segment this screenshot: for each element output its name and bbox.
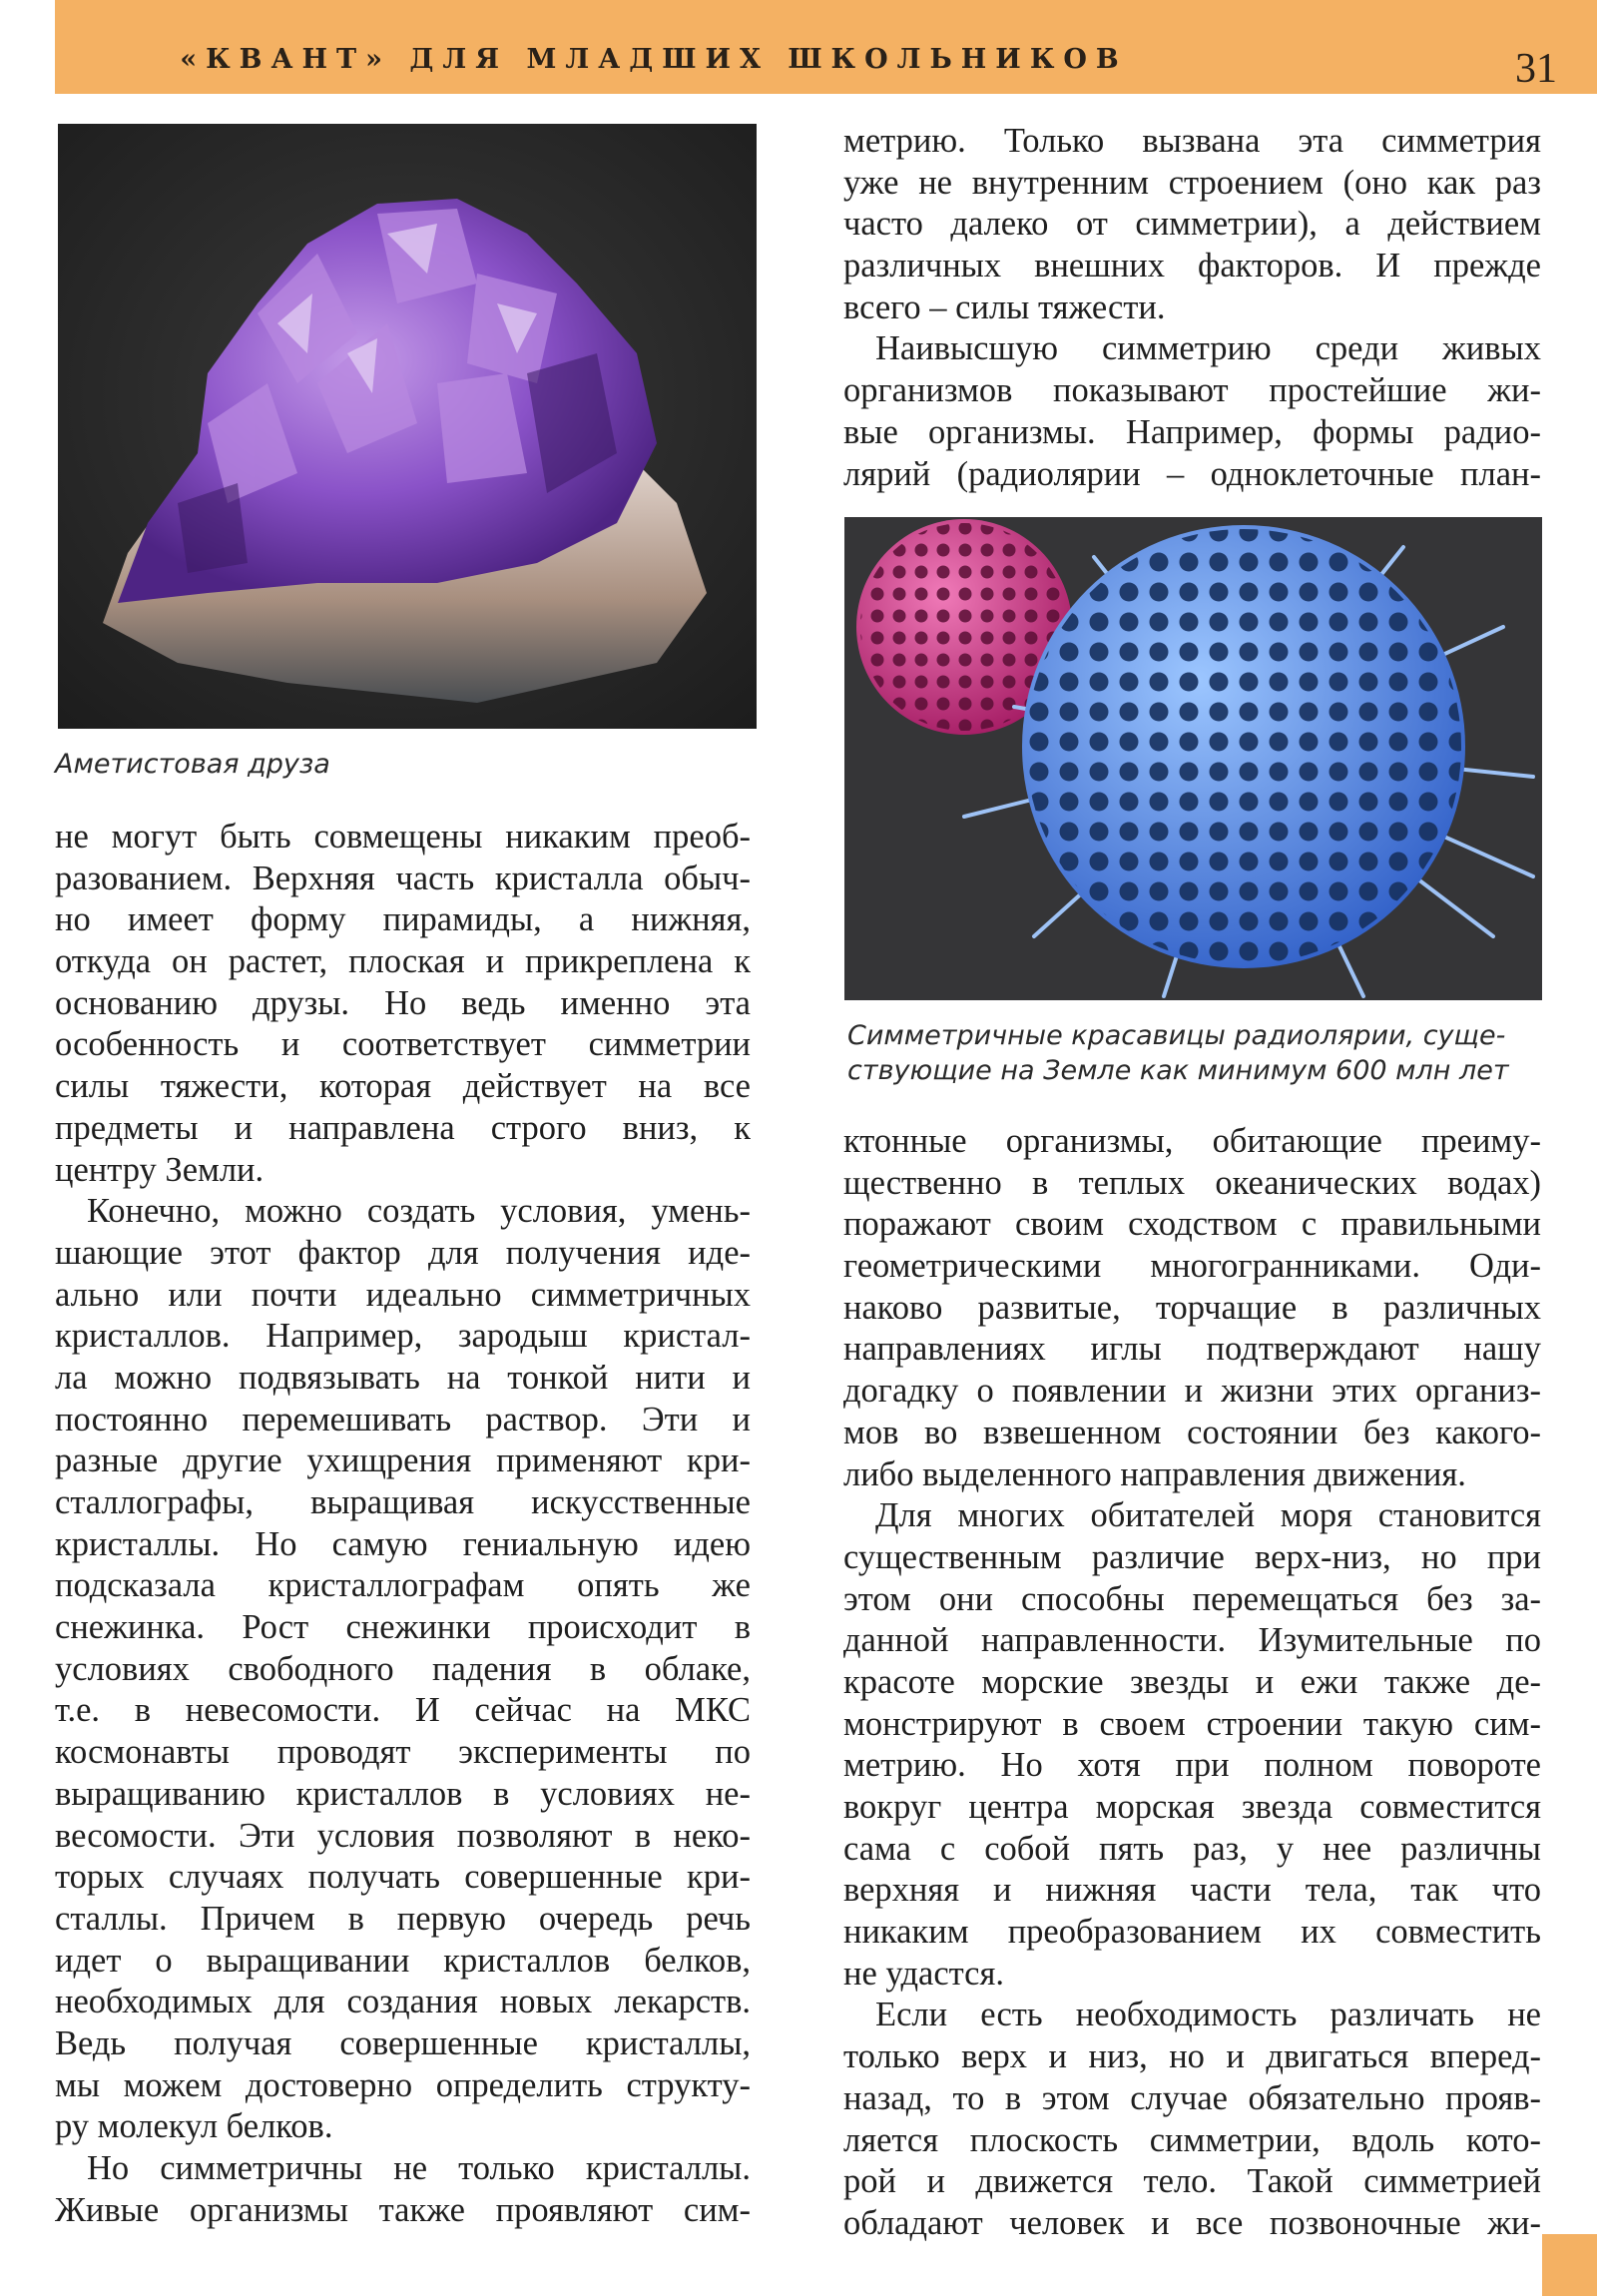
text-line: этом они способны перемещаться без за- — [843, 1579, 1541, 1618]
text-line: уже не внутренним строением (оно как раз — [843, 163, 1541, 202]
text-line: обладают человек и все позвоночные жи- — [843, 2203, 1541, 2242]
text-line: метрию. Только вызвана эта симметрия — [843, 122, 1541, 160]
text-line: только верх и низ, но и двигаться вперед- — [843, 2037, 1541, 2076]
text-line: направлениях иглы подтверждают нашу — [843, 1330, 1541, 1369]
text-line: разованием. Верхняя часть кристалла обыч- — [55, 859, 751, 897]
text-line: верхняя и нижняя части тела, так что — [843, 1871, 1541, 1910]
text-line: но имеет форму пирамиды, а нижняя, — [55, 900, 751, 939]
text-line: данной направленности. Изумительные по — [843, 1621, 1541, 1660]
text-line: мы можем достоверно определить структу- — [55, 2065, 751, 2104]
text-line: назад, то в этом случае обязательно прояв- — [843, 2078, 1541, 2117]
text-line: поражают своим сходством с правильными — [843, 1205, 1541, 1244]
text-line: различных внешних факторов. И прежде — [843, 247, 1541, 286]
text-line: Если есть необходимость различать не — [875, 1996, 1541, 2034]
text-line: догадку о появлении и жизни этих организ- — [843, 1372, 1541, 1411]
text-line: разные другие ухищрения применяют кри- — [55, 1441, 751, 1480]
text-line: необходимых для создания новых лекарств. — [55, 1983, 751, 2021]
text-line: Наивысшую симметрию среди живых — [875, 329, 1541, 368]
text-line: условиях свободного падения в облаке, — [55, 1649, 751, 1688]
text-line: ляется плоскость симметрии, вдоль кото- — [843, 2120, 1541, 2159]
running-head-title: «КВАНТ» ДЛЯ МЛАДШИХ ШКОЛЬНИКОВ — [180, 44, 1128, 75]
text-line: подсказала кристаллографам опять же — [55, 1566, 751, 1605]
text-line: предметы и направлена строго вниз, к — [55, 1108, 751, 1147]
caption-line: ствующие на Земле как минимум 600 млн лет — [847, 1055, 1509, 1086]
text-line: Живые организмы также проявляют сим- — [55, 2190, 751, 2229]
text-line: сталлы. Причем в первую очередь речь — [55, 1899, 751, 1938]
text-line: т.е. в невесомости. И сейчас на МКС — [55, 1691, 751, 1730]
text-line: мов во взвешенном состоянии без какого- — [843, 1413, 1541, 1451]
text-line: либо выделенного направления движения. — [843, 1454, 1466, 1493]
text-line: сталлографы, выращивая искусственные — [55, 1483, 751, 1521]
text-line: Для многих обитателей моря становится — [875, 1496, 1541, 1535]
text-line: никаким преобразованием их совместить — [843, 1913, 1541, 1952]
amethyst-illustration — [58, 124, 757, 729]
text-line: основанию друзы. Но ведь именно эта — [55, 983, 751, 1022]
text-line: не удастся. — [843, 1954, 1004, 1993]
radiolaria-caption — [847, 1018, 1509, 1088]
text-line: кристаллов. Например, зародыш кристал- — [55, 1317, 751, 1356]
text-line: часто далеко от симметрии), а действием — [843, 205, 1541, 244]
text-line: выращиванию кристаллов в условиях не- — [55, 1774, 751, 1813]
text-line: лярий (радиолярии – одноклеточные план- — [843, 454, 1541, 493]
text-line: космонавты проводят эксперименты по — [55, 1733, 751, 1772]
text-line: вые организмы. Например, формы радио- — [843, 412, 1541, 451]
text-line: ктонные организмы, обитающие преиму- — [843, 1122, 1541, 1160]
text-line: силы тяжести, которая действует на все — [55, 1067, 751, 1106]
radiolaria-photo — [844, 517, 1542, 1000]
text-line: ру молекул белков. — [55, 2107, 333, 2146]
right-column-top — [843, 121, 1541, 495]
text-line: метрию. Но хотя при полном повороте — [843, 1746, 1541, 1785]
left-column — [55, 817, 751, 2231]
text-line: кристаллы. Но самую гениальную идею — [55, 1524, 751, 1563]
text-line: всего – силы тяжести. — [843, 287, 1166, 326]
text-line: ла можно подвязывать на тонкой нити и — [55, 1358, 751, 1397]
amethyst-photo — [58, 124, 757, 729]
amethyst-caption: Аметистовая друза — [55, 749, 330, 780]
text-line: Конечно, можно создать условия, умень- — [87, 1192, 751, 1231]
text-line: шающие этот фактор для получения иде- — [55, 1233, 751, 1272]
text-line: Но симметричны не только кристаллы. — [87, 2149, 751, 2187]
radiolaria-illustration — [844, 517, 1542, 1000]
text-line: щественно в теплых океанических водах) — [843, 1163, 1541, 1202]
text-line: существенным различие верх-низ, но при — [843, 1537, 1541, 1576]
text-line: Ведь получая совершенные кристаллы, — [55, 2023, 751, 2062]
text-line: торых случаях получать совершенные кри- — [55, 1858, 751, 1897]
text-line: организмов показывают простейшие жи- — [843, 371, 1541, 410]
text-line: особенность и соответствует симметрии — [55, 1025, 751, 1064]
text-line: вокруг центра морская звезда совместится — [843, 1788, 1541, 1826]
text-line: наково развитые, торчащие в различных — [843, 1288, 1541, 1327]
text-line: весомости. Эти условия позволяют в неко- — [55, 1816, 751, 1855]
page-corner-tab — [1542, 2234, 1597, 2296]
caption-line: Симметричные красавицы радиолярии, суще- — [847, 1020, 1506, 1051]
right-column-bottom — [843, 1121, 1541, 2245]
text-line: красоте морские звезды и ежи также де- — [843, 1662, 1541, 1701]
text-line: снежинка. Рост снежинки происходит в — [55, 1608, 751, 1647]
text-line: не могут быть совмещены никаким преоб- — [55, 818, 751, 856]
text-line: монстрируют в своем строении такую сим- — [843, 1704, 1541, 1743]
text-line: рой и движется тело. Такой симметрией — [843, 2162, 1541, 2201]
text-line: ально или почти идеально симметричных — [55, 1275, 751, 1314]
page-number: 31 — [1515, 46, 1557, 92]
text-line: центру Земли. — [55, 1150, 265, 1189]
text-line: идет о выращивании кристаллов белков, — [55, 1941, 751, 1980]
text-line: геометрическими многогранниками. Оди- — [843, 1247, 1541, 1286]
text-line: сама с собой пять раз, у нее различны — [843, 1829, 1541, 1868]
text-line: постоянно перемешивать раствор. Эти и — [55, 1400, 751, 1438]
text-line: откуда он растет, плоская и прикреплена к — [55, 942, 751, 981]
